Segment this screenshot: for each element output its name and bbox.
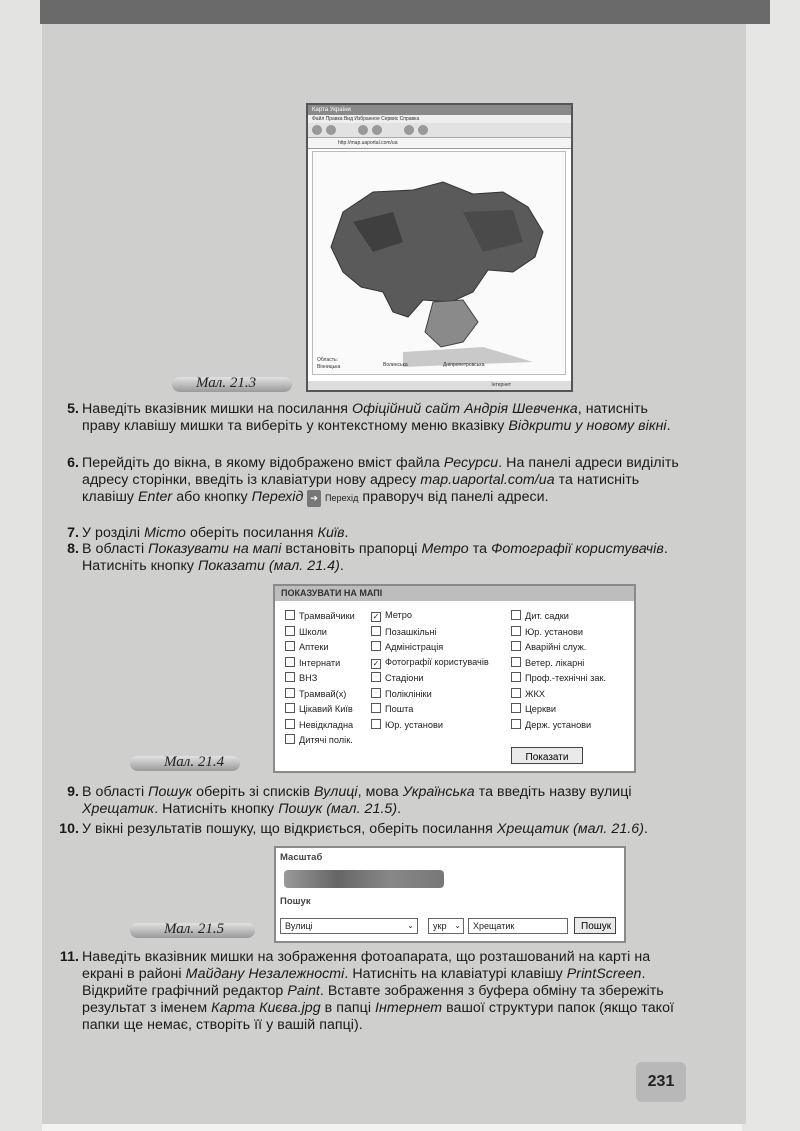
search-label: Пошук — [280, 896, 311, 907]
checkbox-label: Інтернати — [299, 657, 341, 668]
checkbox[interactable] — [285, 641, 295, 651]
step-text: та введіть назву вулиці — [474, 784, 632, 800]
checkbox-label: Держ. установи — [525, 719, 592, 730]
step-text: В області — [82, 784, 149, 800]
figure-reference: (мал. 21.4) — [264, 558, 340, 574]
street-input-value: Хрещатик — [473, 921, 515, 931]
figure-caption: Мал. 21.5 — [164, 921, 225, 937]
chevron-down-icon: ⌄ — [454, 921, 461, 930]
figure-caption: Мал. 21.4 — [164, 754, 225, 770]
browser-status-bar — [308, 381, 571, 390]
step-street: Хрещатик — [82, 801, 155, 817]
step-text: В області — [82, 541, 149, 557]
step-area: Пошук — [148, 784, 193, 800]
checkbox-label: Юр. установи — [385, 719, 443, 730]
step-text: встановіть прапорці — [281, 541, 422, 557]
map-viewport — [312, 151, 566, 375]
checkbox-label: Проф.-технічні зак. — [525, 673, 607, 683]
step-link-name: Офіційний сайт Андрія Шевченка — [352, 401, 578, 417]
figure-reference: (мал. 21.6) — [569, 821, 644, 837]
checkbox-label: Фотографії користувачів — [385, 656, 489, 667]
step-button-name: Показати — [198, 558, 265, 574]
step-command: Відкрити у новому вікні — [508, 418, 667, 434]
checkbox[interactable] — [371, 719, 381, 729]
checkbox-item[interactable] — [371, 703, 413, 714]
checkbox-item[interactable] — [285, 657, 340, 668]
browser-address-bar: http://map.uaportal.com/ua — [308, 138, 571, 149]
scale-slider-image — [284, 870, 444, 888]
checkbox-label: Юр. установи — [525, 626, 583, 637]
checkbox[interactable] — [511, 672, 521, 682]
checkbox[interactable] — [511, 610, 521, 620]
checkbox-label: Пошта — [385, 704, 414, 714]
checkbox-item[interactable] — [371, 672, 424, 683]
figure-reference: (мал. 21.5) — [322, 801, 398, 817]
browser-title-bar: Карта України — [308, 105, 571, 115]
step-flag: Метро — [421, 541, 469, 557]
step-number: 5. — [67, 401, 79, 417]
checkbox-item[interactable] — [371, 626, 437, 637]
checkbox-item[interactable] — [371, 610, 412, 622]
browser-toolbar — [308, 123, 571, 138]
checkbox-item[interactable] — [371, 657, 489, 669]
panel-title: ПОКАЗУВАТИ НА МАПІ — [275, 586, 634, 601]
checkbox[interactable] — [371, 688, 381, 698]
checkbox-item[interactable] — [371, 641, 443, 652]
checkbox-label: Поліклініки — [385, 688, 432, 699]
step-text: оберіть зі списків — [192, 784, 314, 800]
checkbox[interactable] — [285, 734, 295, 744]
step-text: . Вставте зображення з буфера обміну та збережіть результат з іменем — [82, 983, 664, 1016]
step-text: в папці — [320, 1000, 376, 1016]
checkbox[interactable] — [511, 657, 521, 667]
step-text: та — [468, 541, 492, 557]
step-10 — [59, 821, 682, 838]
step-number: 9. — [67, 784, 79, 800]
step-text: Наведіть вказівник мишки на зображення фотоапарата, що розташований на карті на екрані в районі — [82, 949, 651, 982]
browser-menu-bar: Файл Правка Вид Избранное Сервис Справка — [308, 115, 571, 123]
scale-label: Масштаб — [280, 852, 323, 863]
step-key: Enter — [138, 489, 173, 505]
checkbox[interactable] — [511, 641, 521, 651]
checkbox-label: Аптеки — [299, 642, 329, 652]
search-button[interactable]: Пошук — [574, 917, 616, 934]
checkbox-item[interactable] — [371, 688, 432, 699]
favorites-icon — [418, 125, 428, 135]
step-number: 11. — [59, 949, 79, 965]
step-filename: Карта Києва.jpg — [211, 1000, 321, 1016]
figure-caption: Мал. 21.3 — [196, 375, 257, 391]
checkbox[interactable] — [285, 626, 295, 636]
step-number: 8. — [67, 541, 79, 557]
step-number: 6. — [67, 455, 79, 471]
legend-item: Вінницька — [317, 364, 341, 370]
language-value: укр — [433, 921, 447, 931]
search-type-select[interactable] — [280, 918, 418, 934]
checkbox-label: Позашкільні — [385, 626, 437, 637]
show-on-map-panel — [273, 584, 636, 773]
step-button-name: Перехід — [251, 489, 304, 505]
step-place: Майдану Незалежності — [185, 966, 345, 982]
step-folder: Інтернет — [375, 1000, 443, 1016]
step-link-name: Хрещатик — [496, 821, 570, 837]
legend-item: Волинська — [383, 362, 408, 368]
step-area: Показувати на мапі — [148, 541, 282, 557]
checkbox-item[interactable] — [511, 626, 583, 637]
home-icon — [372, 125, 382, 135]
search-panel — [274, 846, 626, 943]
search-icon — [404, 125, 414, 135]
checkbox-label: Адміністрація — [385, 642, 444, 652]
show-button[interactable]: Показати — [511, 747, 583, 764]
step-text: праворуч від панелі адреси. — [358, 489, 549, 505]
step-button-name: Пошук — [278, 801, 323, 817]
step-8 — [67, 541, 682, 575]
checkbox-label: Церкви — [525, 704, 557, 714]
forward-icon — [326, 125, 336, 135]
step-text: . — [397, 801, 402, 817]
step-text: Наведіть вказівник мишки на посилання — [82, 401, 353, 417]
step-11 — [59, 949, 682, 1034]
checkbox-label: Невідкладна — [299, 719, 354, 730]
step-text: . Відкрийте графічний редактор — [82, 966, 646, 999]
checkbox[interactable] — [511, 719, 521, 729]
checkbox-item[interactable] — [511, 641, 586, 652]
step-text: . — [339, 558, 344, 574]
step-text: . — [666, 418, 671, 434]
step-text: , мова — [357, 784, 403, 800]
checkbox-item[interactable] — [285, 610, 355, 621]
go-arrow-icon: ➔ — [307, 490, 321, 507]
checkbox[interactable] — [285, 703, 295, 713]
checkbox-label: Дит. садки — [525, 611, 569, 621]
step-text: та натисніть клавішу — [82, 472, 640, 505]
step-key: PrintScreen — [566, 966, 642, 982]
checkbox-item[interactable] — [511, 688, 545, 699]
search-type-value: Вулиці — [285, 921, 313, 931]
status-text: Інтернет — [491, 382, 511, 388]
checkbox-label: Стадіони — [385, 673, 424, 683]
checkbox-label: Аварійні служ. — [525, 642, 587, 652]
step-text: . На панелі адреси виділіть адресу сторінки, введіть із клавіатури нову адресу — [82, 455, 679, 488]
checkbox-item[interactable] — [511, 657, 584, 668]
checkbox-item[interactable] — [511, 703, 556, 714]
checkbox[interactable] — [511, 688, 521, 698]
chevron-down-icon: ⌄ — [407, 921, 414, 930]
step-language: Українська — [402, 784, 475, 800]
back-icon — [312, 125, 322, 135]
step-text: У вікні результатів пошуку, що відкриється, оберіть посилання — [82, 821, 497, 837]
step-text: оберіть посилання — [185, 525, 318, 541]
checkbox-checked[interactable]: ✓ — [372, 612, 380, 621]
checkbox[interactable] — [371, 626, 381, 636]
checkbox[interactable] — [511, 703, 521, 713]
step-text: . Натисніть кнопку — [82, 541, 668, 574]
ukraine-map-image — [313, 152, 565, 374]
checkbox[interactable] — [371, 703, 381, 713]
step-text: У розділі — [82, 525, 145, 541]
step-text: . — [644, 821, 648, 837]
step-list: Вулиці — [313, 784, 358, 800]
checkbox-item[interactable] — [511, 610, 569, 621]
checkbox-label: Трамвай(х) — [299, 688, 347, 699]
checkbox-label: Дитячі полік. — [299, 735, 353, 745]
checkbox-item[interactable] — [371, 719, 443, 730]
checkbox[interactable] — [371, 641, 381, 651]
checkbox-item[interactable] — [285, 688, 346, 699]
step-5 — [67, 401, 682, 435]
step-number: 10. — [59, 821, 79, 837]
checkbox-label: Метро — [385, 610, 412, 620]
browser-window-figure — [306, 103, 573, 392]
checkbox-label: Цікавий Київ — [299, 704, 353, 714]
step-text: . — [344, 525, 349, 541]
checkbox-item[interactable] — [285, 672, 317, 683]
step-text: , натисніть праву клавішу мишки та виберіть у контекстному меню вказівку — [82, 401, 648, 434]
page-right-edge — [742, 0, 800, 1131]
checkbox-label: Трамвайчики — [299, 611, 355, 621]
checkbox-item[interactable] — [511, 672, 606, 683]
step-flag: Фотографії користувачів — [491, 541, 664, 557]
street-input[interactable] — [468, 918, 568, 934]
refresh-icon — [358, 125, 368, 135]
step-6 — [67, 455, 682, 507]
go-button-label: Перехід — [325, 493, 359, 503]
page-number: 231 — [636, 1062, 686, 1102]
checkbox[interactable] — [371, 672, 381, 682]
checkbox-item[interactable] — [285, 641, 328, 652]
step-9 — [67, 784, 682, 818]
map-legend — [317, 356, 340, 370]
checkbox-item[interactable] — [285, 719, 353, 730]
step-address: map.uaportal.com/ua — [420, 472, 555, 488]
checkbox-label: Школи — [299, 626, 327, 637]
legend-title: Область: — [317, 357, 339, 363]
page-left-edge — [0, 0, 42, 1131]
language-select[interactable] — [428, 918, 464, 934]
step-text: . Натисніть на клавіатурі клавішу — [344, 966, 567, 982]
step-text: або кнопку — [172, 489, 252, 505]
checkbox-label: ВНЗ — [299, 673, 318, 683]
step-text: . Натисніть кнопку — [154, 801, 279, 817]
step-section: Місто — [144, 525, 186, 541]
checkbox-label: Ветер. лікарні — [525, 657, 585, 668]
legend-item: Дніпропетровська — [443, 362, 485, 368]
checkbox-item[interactable] — [285, 626, 327, 637]
checkbox-item[interactable] — [285, 703, 353, 714]
checkbox[interactable] — [285, 719, 295, 729]
checkbox[interactable] — [285, 672, 295, 682]
checkbox-item[interactable] — [285, 734, 353, 745]
checkbox-checked[interactable]: ✓ — [372, 658, 380, 668]
checkbox[interactable] — [511, 626, 521, 636]
step-text: вашої структури папок (якщо такої папки ще немає, створіть її у вашій папці). — [82, 1000, 675, 1033]
checkbox[interactable] — [285, 610, 295, 620]
step-file-name: Ресурси — [443, 455, 499, 471]
step-text: Перейдіть до вікна, в якому відображено вміст файла — [82, 455, 444, 471]
step-number: 7. — [67, 525, 79, 541]
step-app: Paint — [287, 983, 320, 999]
checkbox-item[interactable] — [511, 719, 591, 730]
page-top-shadow — [40, 0, 770, 24]
checkbox[interactable] — [285, 657, 295, 667]
step-7 — [67, 525, 682, 542]
checkbox-label: ЖКХ — [525, 688, 545, 699]
step-link-name: Київ — [317, 525, 345, 541]
checkbox[interactable] — [285, 688, 295, 698]
